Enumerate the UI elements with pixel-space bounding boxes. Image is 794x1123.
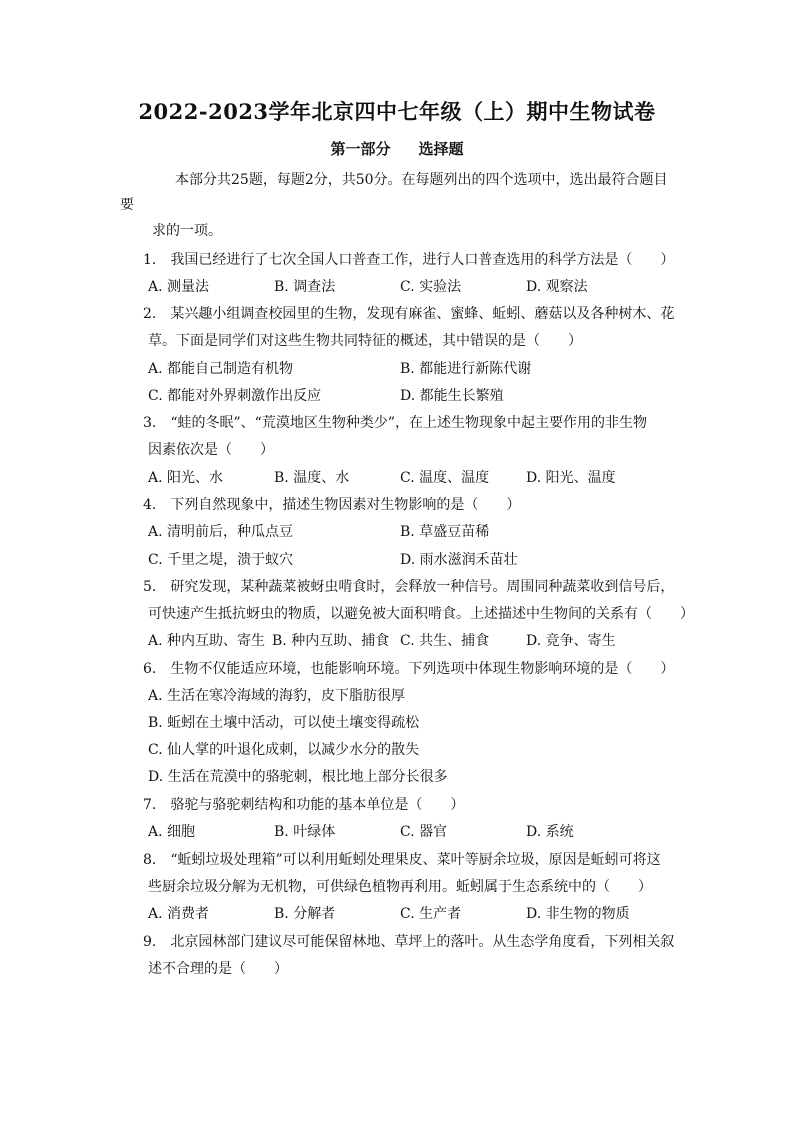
- question-5-option-a: A. 种内互助、寄生: [148, 633, 266, 649]
- question-6-option-d: D. 生活在荒漠中的骆驼刺，根比地上部分长很多: [148, 769, 448, 785]
- question-7-option-b: B. 叶绿体: [274, 824, 336, 840]
- question-5-stem: 5. 研究发现，某种蔬菜被蚜虫啃食时，会释放一种信号。周围同种蔬菜收到信号后，: [143, 579, 675, 595]
- section-part: 第一部分: [330, 140, 391, 158]
- question-2-option-b: B. 都能进行新陈代谢: [400, 361, 532, 377]
- section-name: 选择题: [418, 140, 464, 158]
- intro-line-1: 本部分共25题，每题2分，共50分。在每题列出的四个选项中，选出最符合题目: [175, 172, 668, 188]
- question-1-option-a: A. 测量法: [148, 279, 210, 295]
- question-8-stem-cont: 些厨余垃圾分解为无机物，可供绿色植物再利用。蚯蚓属于生态系统中的（ ）: [148, 879, 652, 895]
- question-4-option-c: C. 千里之堤，溃于蚁穴: [148, 552, 294, 568]
- question-2-stem: 2. 某兴趣小组调查校园里的生物，发现有麻雀、蜜蜂、蚯蚓、蘑菇以及各种树木、花: [143, 306, 675, 322]
- question-1-option-d: D. 观察法: [526, 279, 588, 295]
- question-3-option-b: B. 温度、水: [274, 470, 350, 486]
- question-4-stem: 4. 下列自然现象中，描述生物因素对生物影响的是（ ）: [143, 497, 521, 513]
- question-8-option-c: C. 生产者: [400, 906, 462, 922]
- question-2-stem-cont: 草。下面是同学们对这些生物共同特征的概述，其中错误的是（ ）: [148, 333, 582, 349]
- section-heading: [0, 138, 794, 159]
- question-8-stem: 8. “蚯蚓垃圾处理箱”可以利用蚯蚓处理果皮、菜叶等厨余垃圾，原因是蚯蚓可将这: [143, 852, 661, 868]
- question-5-stem-cont: 可快速产生抵抗蚜虫的物质，以避免被大面积啃食。上述描述中生物间的关系有（ ）: [148, 606, 694, 622]
- question-1-option-b: B. 调查法: [274, 279, 336, 295]
- question-5-option-c: C. 共生、捕食: [400, 633, 490, 649]
- question-4-option-b: B. 草盛豆苗稀: [400, 524, 490, 540]
- question-7-stem: 7. 骆驼与骆驼刺结构和功能的基本单位是（ ）: [143, 797, 465, 813]
- question-3-stem: 3. “蛙的冬眠”、“荒漠地区生物种类少”，在上述生物现象中起主要作用的非生物: [143, 415, 647, 431]
- question-7-option-a: A. 细胞: [148, 824, 196, 840]
- question-6-option-a: A. 生活在寒冷海域的海豹，皮下脂肪很厚: [148, 688, 406, 704]
- question-7-option-c: C. 器官: [400, 824, 448, 840]
- question-2-option-a: A. 都能自己制造有机物: [148, 361, 294, 377]
- question-6-stem: 6. 生物不仅能适应环境，也能影响环境。下列选项中体现生物影响环境的是（ ）: [143, 661, 675, 677]
- question-8-option-a: A. 消费者: [148, 906, 210, 922]
- question-9-stem-cont: 述不合理的是（ ）: [148, 961, 288, 977]
- intro-line-2: 要: [120, 197, 134, 213]
- question-3-option-a: A. 阳光、水: [148, 470, 224, 486]
- question-4-option-d: D. 雨水滋润禾苗壮: [400, 552, 518, 568]
- question-5-option-b: B. 种内互助、捕食: [272, 633, 390, 649]
- question-1-option-c: C. 实验法: [400, 279, 462, 295]
- question-8-option-d: D. 非生物的物质: [526, 906, 630, 922]
- question-5-option-d: D. 竞争、寄生: [526, 633, 616, 649]
- question-2-option-d: D. 都能生长繁殖: [400, 388, 504, 404]
- question-9-stem: 9. 北京园林部门建议尽可能保留林地、草坪上的落叶。从生态学角度看，下列相关叙: [143, 934, 675, 950]
- question-7-option-d: D. 系统: [526, 824, 574, 840]
- question-3-option-d: D. 阳光、温度: [526, 470, 616, 486]
- question-3-option-c: C. 温度、温度: [400, 470, 490, 486]
- page-title: 2022-2023学年北京四中七年级（上）期中生物试卷: [138, 99, 656, 124]
- question-3-stem-cont: 因素依次是（ ）: [148, 442, 274, 458]
- question-6-option-b: B. 蚯蚓在土壤中活动，可以使土壤变得疏松: [148, 715, 420, 731]
- question-1-stem: 1. 我国已经进行了七次全国人口普查工作，进行人口普查选用的科学方法是（ ）: [143, 252, 675, 268]
- question-2-option-c: C. 都能对外界刺激作出反应: [148, 388, 322, 404]
- question-4-option-a: A. 清明前后，种瓜点豆: [148, 524, 294, 540]
- question-8-option-b: B. 分解者: [274, 906, 336, 922]
- question-6-option-c: C. 仙人掌的叶退化成刺，以减少水分的散失: [148, 742, 420, 758]
- intro-line-3: 求的一项。: [152, 223, 222, 239]
